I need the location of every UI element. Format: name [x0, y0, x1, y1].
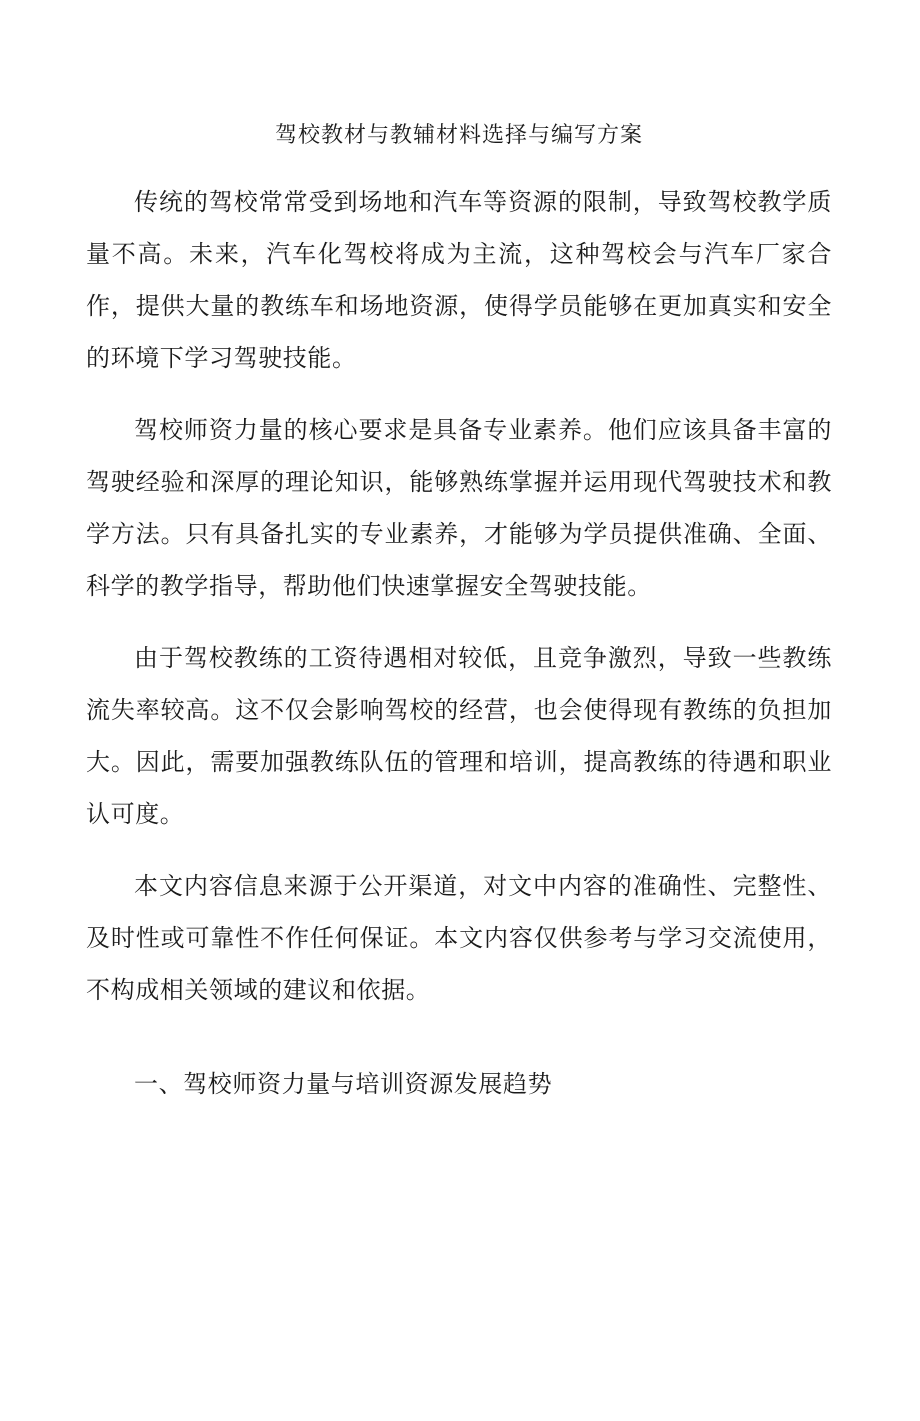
- section-heading: 一、驾校师资力量与培训资源发展趋势: [134, 1070, 553, 1098]
- paragraph-2: 驾校师资力量的核心要求是具备专业素养。他们应该具备丰富的驾驶经验和深厚的理论知识，能够熟练掌握并运用现代驾驶技术和教学方法。只有具备扎实的专业素养，才能够为学员提供准确、全面、科学的教学指导，帮助他们快速掌握安全驾驶技能。: [86, 416, 832, 600]
- document-title: 驾校教材与教辅材料选择与编写方案: [274, 123, 643, 148]
- paragraph-4-disclaimer: 本文内容信息来源于公开渠道，对文中内容的准确性、完整性、及时性或可靠性不作任何保证。本文内容仅供参考与学习交流使用，不构成相关领域的建议和依据。: [86, 872, 832, 1004]
- paragraph-3: 由于驾校教练的工资待遇相对较低，且竞争激烈，导致一些教练流失率较高。这不仅会影响驾校的经营，也会使得现有教练的负担加大。因此，需要加强教练队伍的管理和培训，提高教练的待遇和职业认可度。: [86, 644, 832, 828]
- document-page: [0, 120, 920, 1421]
- paragraph-1: 传统的驾校常常受到场地和汽车等资源的限制，导致驾校教学质量不高。未来，汽车化驾校将成为主流，这种驾校会与汽车厂家合作，提供大量的教练车和场地资源，使得学员能够在更加真实和安全的环境下学习驾驶技能。: [86, 188, 832, 372]
